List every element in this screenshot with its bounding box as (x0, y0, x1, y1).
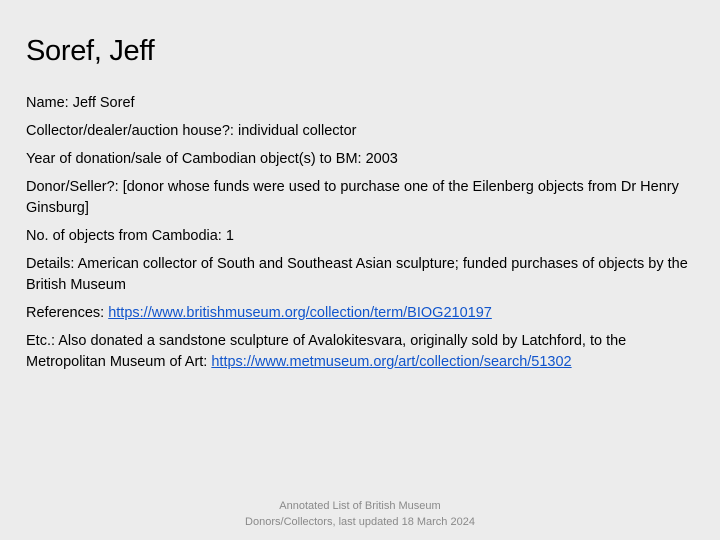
etc-link[interactable]: https://www.metmuseum.org/art/collection/search/51302 (211, 354, 572, 370)
footer (0, 498, 720, 530)
details-field: Details: American collector of South and Southeast Asian sculpture; funded purchases of objects by the British Museum (26, 256, 688, 293)
etc-field (26, 331, 698, 373)
footer-line-1: Annotated List of British Museum (279, 500, 441, 512)
year-field: Year of donation/sale of Cambodian object(s) to BM: 2003 (26, 151, 398, 167)
etc-text: Etc.: Also donated a sandstone sculpture of Avalokitesvara, originally sold by Latchford, to the Metropolitan Museum of Art: (26, 333, 627, 370)
references-field (26, 303, 698, 324)
collector-type-field: Collector/dealer/auction house?: individual collector (26, 123, 357, 139)
page-title: Soref, Jeff (26, 35, 155, 67)
entry-list (26, 93, 698, 380)
references-label: References: (26, 305, 109, 321)
donor-seller-field: Donor/Seller?: [donor whose funds were used to purchase one of the Eilenberg objects from Dr Henry Ginsburg] (26, 179, 679, 216)
name-field: Name: Jeff Soref (26, 95, 135, 111)
footer-line-2: Donors/Collectors, last updated 18 March 2024 (245, 516, 475, 528)
num-objects-field: No. of objects from Cambodia: 1 (26, 228, 234, 244)
references-link[interactable]: https://www.britishmuseum.org/collection/term/BIOG210197 (108, 305, 492, 321)
